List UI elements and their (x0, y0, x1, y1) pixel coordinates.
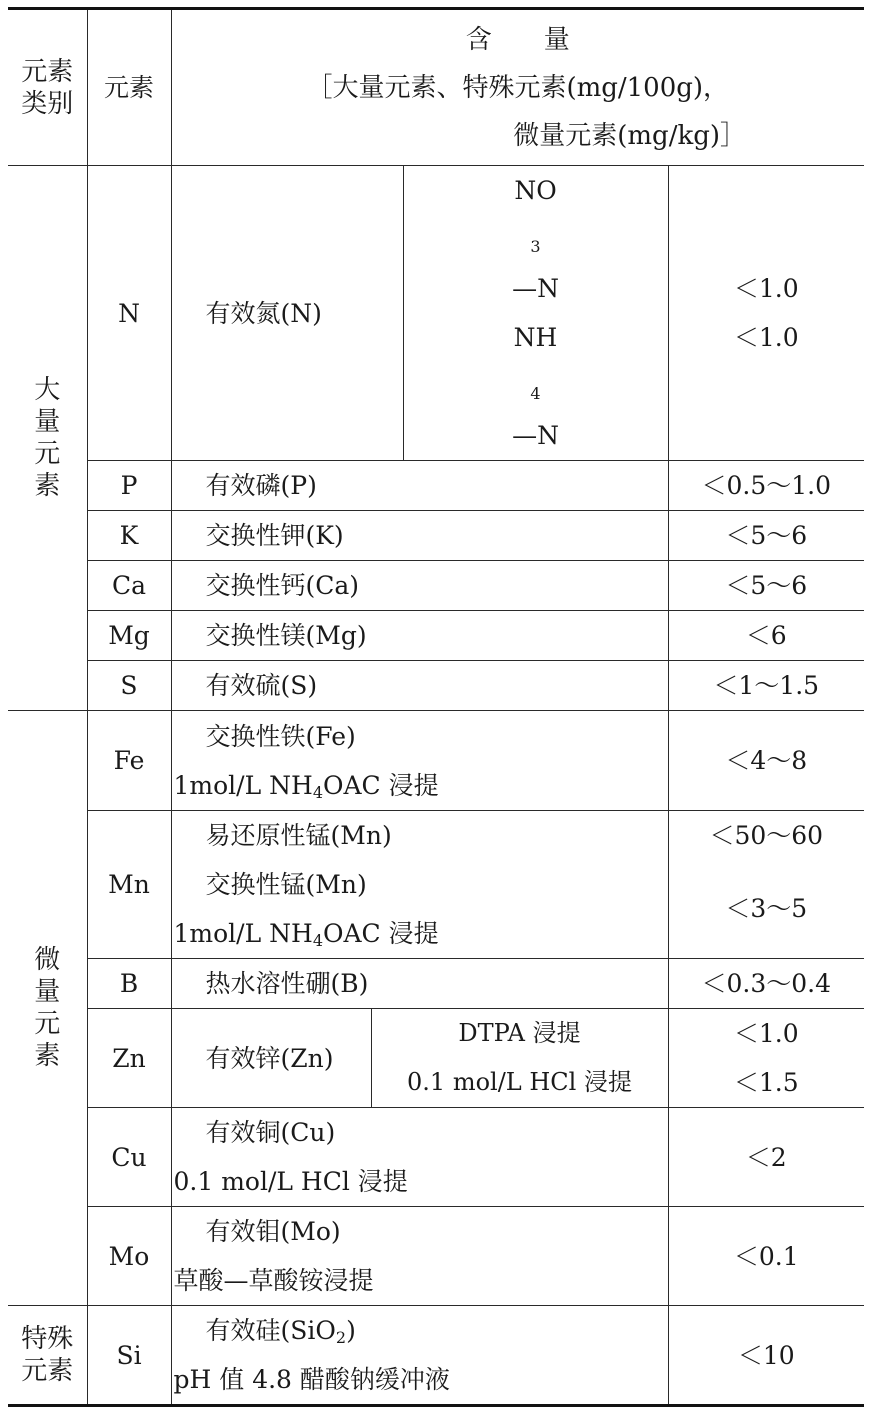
value-Mn: ＜50～60 ＜3～5 (668, 811, 864, 959)
element-B: B (87, 959, 171, 1009)
name-N: 有效氮(N) (171, 166, 403, 461)
element-N: N (87, 166, 171, 461)
element-Ca: Ca (87, 561, 171, 611)
value-S: ＜1～1.5 (668, 661, 864, 711)
name-Cu: 有效铜(Cu) 0.1 mol/L HCl 浸提 (171, 1108, 668, 1207)
table-row-P (8, 461, 864, 511)
element-Mn: Mn (87, 811, 171, 959)
header-row (8, 9, 864, 166)
method-Mn: 1mol/L $NH_4OAC$ 浸提 (173, 919, 439, 950)
value-Si: ＜10 (668, 1306, 864, 1406)
header-content-line3: 微量元素(mg/kg)］ (513, 120, 746, 151)
group-micro: 微 量 元 素 (8, 711, 87, 1306)
element-P: P (87, 461, 171, 511)
value-Ca: ＜5～6 (668, 561, 864, 611)
element-Cu: Cu (87, 1108, 171, 1207)
table-row-Mn (8, 811, 864, 959)
nutrient-table-container (8, 7, 864, 1407)
method-Zn: DTPA 浸提 0.1 mol/L HCl 浸提 (371, 1009, 668, 1108)
table-row-B (8, 959, 864, 1009)
value-Zn: ＜1.0 ＜1.5 (668, 1009, 864, 1108)
header-category-line2: 类别 (21, 88, 74, 119)
header-category-line1: 元素 (21, 56, 74, 87)
name-K: 交换性钾(K) (171, 511, 668, 561)
soil-nutrient-table (8, 7, 864, 1407)
name-Si: 有效硅(SiO$_2$) pH 值 4.8 醋酸钠缓冲液 (171, 1306, 668, 1406)
table-row-Fe (8, 711, 864, 811)
name-Zn: 有效锌(Zn) (171, 1009, 371, 1108)
table-row-S (8, 661, 864, 711)
name-P: 有效磷(P) (171, 461, 668, 511)
table-row-K (8, 511, 864, 561)
table-row-Zn (8, 1009, 864, 1108)
element-Zn: Zn (87, 1009, 171, 1108)
table-row-Cu (8, 1108, 864, 1207)
table-row-Mg (8, 611, 864, 661)
method-N-nitrate: NO $_3$ —N (512, 176, 559, 303)
table-row-Mo (8, 1207, 864, 1306)
group-macro: 大 量 元 素 (8, 166, 87, 711)
element-S: S (87, 661, 171, 711)
name-S: 有效硫(S) (171, 661, 668, 711)
header-content (171, 9, 864, 166)
group-special: 特殊 元素 (8, 1306, 87, 1406)
header-category (8, 9, 87, 166)
header-element: 元素 (87, 9, 171, 166)
method-N-ammonium: NH $_4$ —N (512, 323, 559, 450)
value-Mo: ＜0.1 (668, 1207, 864, 1306)
value-N: ＜1.0 ＜1.0 (668, 166, 864, 461)
element-Mo: Mo (87, 1207, 171, 1306)
name-Mg: 交换性镁(Mg) (171, 611, 668, 661)
value-P: ＜0.5～1.0 (668, 461, 864, 511)
value-Mg: ＜6 (668, 611, 864, 661)
element-Mg: Mg (87, 611, 171, 661)
value-Cu: ＜2 (668, 1108, 864, 1207)
method-Fe: 1mol/L $NH_4OAC$ 浸提 (173, 770, 439, 802)
table-row-Ca (8, 561, 864, 611)
name-Mn: 易还原性锰(Mn) 交换性锰(Mn) 1mol/L $NH_4OAC$ 浸提 (171, 811, 668, 959)
value-Fe: ＜4～8 (668, 711, 864, 811)
value-B: ＜0.3～0.4 (668, 959, 864, 1009)
header-content-title: 含 量 (465, 24, 570, 55)
element-Fe: Fe (87, 711, 171, 811)
name-Mo: 有效钼(Mo) 草酸—草酸铵浸提 (171, 1207, 668, 1306)
element-K: K (87, 511, 171, 561)
name-Fe: 交换性铁(Fe) 1mol/L $NH_4OAC$ 浸提 (171, 711, 668, 811)
name-B: 热水溶性硼(B) (171, 959, 668, 1009)
name-Ca: 交换性钙(Ca) (171, 561, 668, 611)
table-row-Si (8, 1306, 864, 1406)
table-row-N (8, 166, 864, 461)
value-K: ＜5～6 (668, 511, 864, 561)
header-content-line2: ［大量元素、特殊元素(mg/100g)， (306, 72, 730, 103)
method-N (403, 166, 668, 461)
element-Si: Si (87, 1306, 171, 1406)
